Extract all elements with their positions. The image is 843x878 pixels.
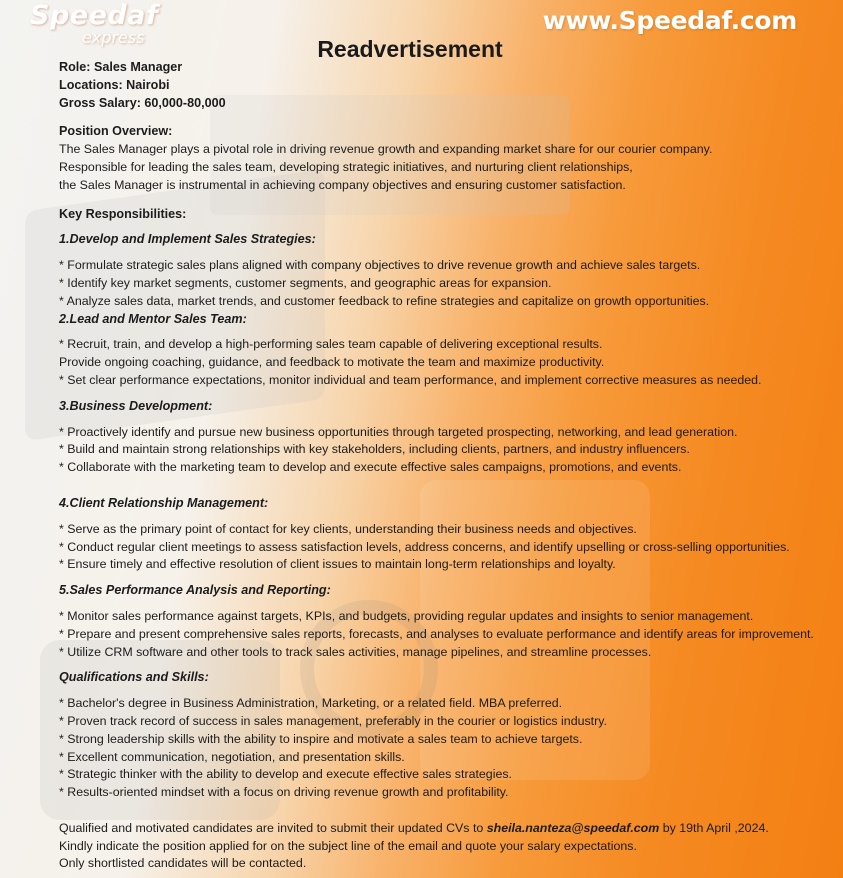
- application-deadline: by 19th April ,2024.: [659, 820, 769, 835]
- responsibility-item: * Proactively identify and pursue new business opportunities through targeted prospecting, networking, and lead generation.: [59, 424, 738, 439]
- qualification-item: * Bachelor's degree in Business Administration, Marketing, or a related field. MBA preferred.: [59, 696, 563, 711]
- responsibility-item: * Recruit, train, and develop a high-performing sales team capable of delivering exceptional results.: [59, 337, 603, 352]
- overview-heading: Position Overview:: [59, 124, 173, 139]
- responsibility-section-title: 5.Sales Performance Analysis and Reporting:: [59, 583, 331, 598]
- qualification-item: * Results-oriented mindset with a focus on driving revenue growth and profitability.: [59, 785, 509, 800]
- qualification-item: * Proven track record of success in sales management, preferably in the courier or logistics industry.: [59, 713, 607, 728]
- responsibility-section-title: 3.Business Development:: [59, 398, 213, 413]
- qualification-item: * Excellent communication, negotiation, and presentation skills.: [59, 749, 405, 764]
- responsibility-section-title: 2.Lead and Mentor Sales Team:: [59, 311, 247, 326]
- website-url: www.Speedaf.com: [542, 6, 797, 35]
- responsibility-item: * Serve as the primary point of contact for key clients, understanding their business needs and objectives.: [59, 521, 637, 536]
- responsibility-item: * Monitor sales performance against targets, KPIs, and budgets, providing regular updates and insights to senior management.: [59, 608, 754, 623]
- job-location: Locations: Nairobi: [59, 77, 170, 92]
- responsibility-item: * Identify key market segments, customer segments, and geographic areas for expansion.: [59, 275, 552, 290]
- closing-note: Only shortlisted candidates will be contacted.: [59, 856, 307, 871]
- logo-wordmark: Speedaf: [30, 0, 159, 31]
- overview-line: The Sales Manager plays a pivotal role in driving revenue growth and expanding market share for our courier company.: [59, 142, 713, 157]
- qualification-item: * Strategic thinker with the ability to develop and execute effective sales strategies.: [59, 767, 512, 782]
- closing-application-line: [59, 820, 829, 838]
- job-posting-body: [59, 59, 829, 873]
- page-title: Readvertisement: [317, 36, 503, 62]
- responsibility-item: * Formulate strategic sales plans aligned with company objectives to drive revenue growth and achieve sales targets.: [59, 258, 701, 273]
- overview-line: Responsible for leading the sales team, developing strategic initiatives, and nurturing client relationships,: [59, 159, 633, 174]
- closing-instructions: Kindly indicate the position applied for on the subject line of the email and quote your salary expectations.: [59, 838, 637, 853]
- closing-intro: Qualified and motivated candidates are invited to submit their updated CVs to: [59, 820, 487, 835]
- qualifications-heading: Qualifications and Skills:: [59, 670, 209, 685]
- responsibility-section-title: 1.Develop and Implement Sales Strategies:: [59, 232, 316, 247]
- logo-tagline: express: [82, 28, 145, 47]
- responsibility-section-title: 4.Client Relationship Management:: [59, 495, 269, 510]
- overview-line: the Sales Manager is instrumental in achieving company objectives and ensuring customer satisfaction.: [59, 177, 626, 192]
- application-email: sheila.nanteza@speedaf.com: [486, 820, 660, 835]
- job-salary: Gross Salary: 60,000-80,000: [59, 95, 226, 110]
- qualification-item: * Strong leadership skills with the ability to inspire and motivate a sales team to achieve targets.: [59, 731, 583, 746]
- responsibilities-heading: Key Responsibilities:: [59, 206, 187, 221]
- responsibility-item: * Conduct regular client meetings to assess satisfaction levels, address concerns, and identify upselling or cross-selling opportunities.: [59, 539, 790, 554]
- responsibility-item: Provide ongoing coaching, guidance, and feedback to motivate the team and maximize productivity.: [59, 355, 605, 370]
- responsibility-item: * Collaborate with the marketing team to develop and execute effective sales campaigns, promotions, and events.: [59, 460, 682, 475]
- responsibility-item: * Ensure timely and effective resolution of client issues to maintain long-term relationships and loyalty.: [59, 557, 616, 572]
- job-role: Role: Sales Manager: [59, 60, 183, 74]
- responsibility-item: * Analyze sales data, market trends, and customer feedback to refine strategies and capitalize on growth opportunities.: [59, 293, 710, 308]
- responsibility-item: * Set clear performance expectations, monitor individual and team performance, and implement corrective measures as needed.: [59, 372, 762, 387]
- responsibility-item: * Build and maintain strong relationships with key stakeholders, including clients, partners, and industry influencers.: [59, 442, 690, 457]
- responsibility-item: * Utilize CRM software and other tools to track sales activities, manage pipelines, and streamline processes.: [59, 644, 652, 659]
- responsibility-item: * Prepare and present comprehensive sales reports, forecasts, and analyses to evaluate performance and identify areas for improvement.: [59, 626, 814, 641]
